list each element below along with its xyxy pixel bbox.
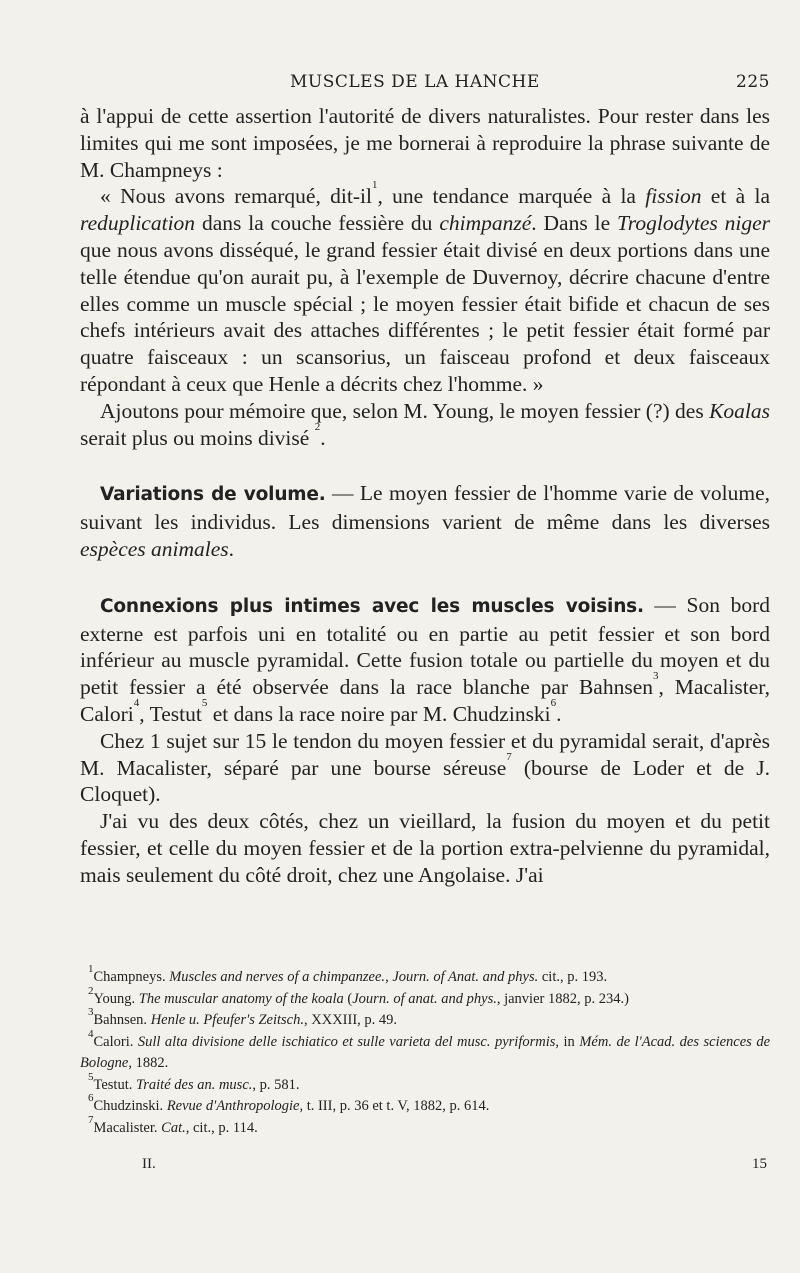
section-heading: Variations de volume. [100, 484, 326, 506]
footnote: $^2$Young. The muscular anatomy of the koala (Journ. of anat. and phys., janvier 1882, p. 234.) [88, 984, 629, 1007]
paragraph: Ajoutons pour mémoire que, selon M. Young, le moyen fessier (?) des Koalas serait plus ou moins divisé $^2$. [80, 398, 771, 450]
footnote: $^7$Macalister. Cat., cit., p. 114. [88, 1113, 258, 1136]
signature-mark: II. [142, 1156, 156, 1172]
main-text [80, 103, 770, 889]
paragraph: à l'appui de cette assertion l'autorité de divers naturalistes. Pour rester dans les limites qui me sont imposées, je me bornerai à reproduire la phrase suivante de M. Champneys : [80, 104, 770, 182]
paragraph: J'ai vu des deux côtés, chez un vieillard, la fusion du moyen et du petit fessier, et celle du moyen fessier et de la portion extra-pelvienne du pyramidal, mais seulement du côté droit, chez une Angolaise. J'ai [80, 809, 770, 887]
footnote: $^3$Bahnsen. Henle u. Pfeufer's Zeitsch., XXXIII, p. 49. [88, 1006, 398, 1028]
page-footer [80, 1156, 770, 1180]
gathering-number: 15 [752, 1156, 767, 1172]
spacer [80, 451, 770, 480]
quote-paragraph: « Nous avons remarqué, dit-$il^1$, une tendance marquée à la fission et à la reduplication dans la couche fessière du chimpanzé. Dans le Troglodytes niger que nous avons disséqué, le grand fessier était divisé en deux portions dans une telle étendue qu'on aurait pu, à l'exemple de Duvernoy, décrire chacune d'entre elles comme un muscle spécial ; le moyen fessier était bifide et chacun de ses chefs intérieurs avait des attaches différentes ; le petit fessier était formé par quatre faisceaux : un scansorius, un faisceau profond et deux faisceaux répondant à ceux que Henle a décrits chez l'homme. » [80, 179, 771, 396]
footnote-ref: 7 [506, 750, 512, 763]
footnote-ref: 2 [314, 420, 321, 433]
section-connexions: Connexions plus intimes avec les muscles voisins. — Son bord externe est parfois uni en totalité ou en partie au petit fessier et son bord inférieur au muscle pyramidal. Cette fusion totale ou partielle du moyen et du petit fessier a été observée dans la race blanche par Bahnsen$^3$, Macalister, Calori$^4$, Testut$^5$ et dans la race noire par M. Chudzinski$^6$. [80, 592, 770, 726]
italic-term: Koalas [709, 398, 771, 423]
footnote-ref: 4 [133, 696, 140, 709]
section-heading: Connexions plus intimes avec les muscles voisins. [100, 595, 644, 617]
footnote-ref: 6 [550, 696, 557, 709]
italic-term: reduplication [80, 211, 196, 236]
paragraph: Chez 1 sujet sur 15 le tendon du moyen fessier et du pyramidal serait, d'après M. Macalister, séparé par une bourse séreuse$^7$ (bourse de Loder et de J. Cloquet). [80, 728, 770, 807]
italic-term: fission [645, 184, 702, 209]
footnote: $^5$Testut. Traité des an. musc., p. 581. [88, 1070, 300, 1093]
footnote: $^6$Chudzinski. Revue d'Anthropologie, t. III, p. 36 et t. V, 1882, p. 614. [88, 1092, 490, 1114]
footnote-ref: 1 [371, 179, 378, 192]
footnote-ref: 5 [201, 696, 208, 709]
footnotes [80, 963, 771, 1139]
running-header [80, 72, 770, 98]
footnote: $^4$Calori. Sull alta divisione delle ischiatico et sulle varieta del musc. pyriformis, in Mém. de l'Acad. des sciences de Bologne, 1882. [80, 1027, 771, 1071]
italic-term: chimpanzé [439, 211, 532, 236]
italic-term: espèces animales [80, 536, 229, 561]
footnote: $^1$Champneys. Muscles and nerves of a chimpanzee., Journ. of Anat. and phys. cit., p. 193. [88, 963, 608, 985]
chapter-title: MUSCLES DE LA HANCHE [290, 72, 540, 92]
spacer [80, 563, 770, 592]
footnote-ref: 3 [653, 670, 659, 683]
italic-term: Troglodytes niger [617, 211, 771, 236]
section-variations: Variations de volume. — Le moyen fessier de l'homme varie de volume, suivant les individus. Les dimensions varient de même dans les diverses espèces animales. [80, 481, 771, 561]
page-number: 225 [736, 72, 770, 92]
